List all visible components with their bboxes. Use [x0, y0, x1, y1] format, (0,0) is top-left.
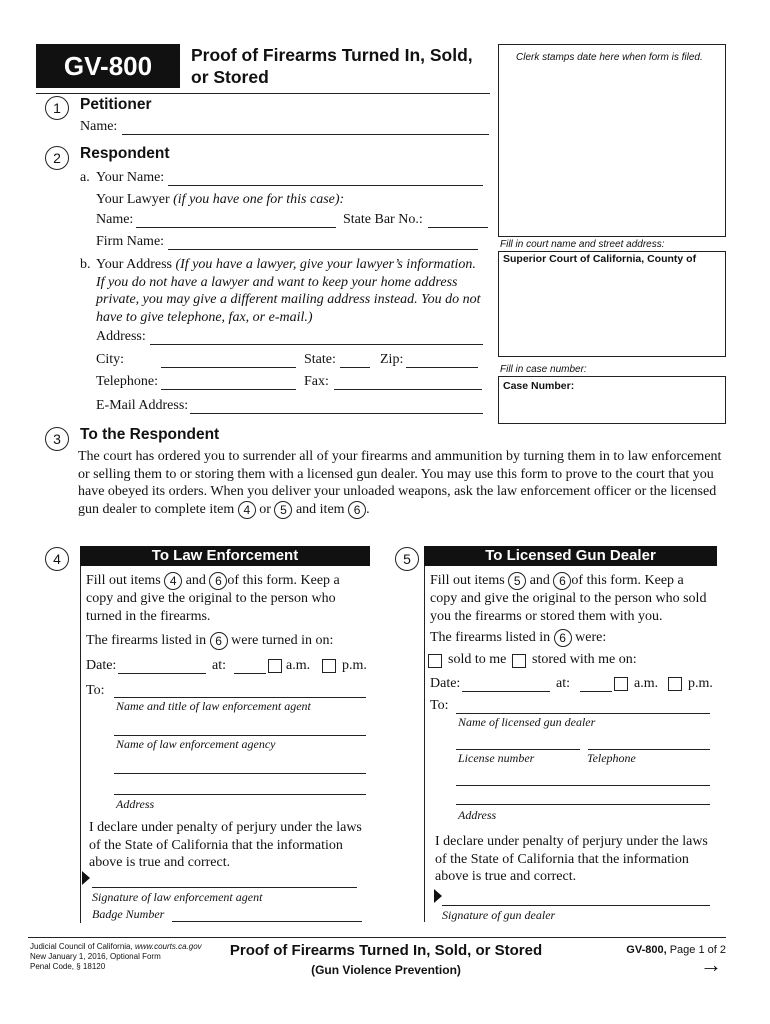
item-a-marker: a.: [80, 170, 90, 185]
section-number-5: 5: [395, 547, 419, 571]
footer-form-id: GV-800,: [626, 944, 667, 956]
law-enforcement-heading: To Law Enforcement: [80, 546, 370, 566]
state-label: State:: [304, 352, 336, 367]
fill-court-label: Fill in court name and street address:: [500, 239, 665, 250]
le-badge-field[interactable]: [172, 921, 362, 922]
gd-listed-ref-6: 6: [554, 629, 572, 647]
gd-at-label: at:: [556, 676, 570, 691]
gd-date-field[interactable]: [462, 691, 550, 692]
gd-decl-line2: of the State of California that the information: [435, 851, 689, 867]
lawyer-name-field[interactable]: [136, 227, 336, 228]
petitioner-heading: Petitioner: [80, 96, 152, 113]
petitioner-name-field[interactable]: [122, 134, 489, 135]
address-field[interactable]: [150, 344, 483, 345]
le-pm-label: p.m.: [342, 658, 367, 673]
footer-publisher-line2: New January 1, 2016, Optional Form: [30, 952, 161, 961]
gd-declaration: [435, 833, 720, 886]
gd-license-field[interactable]: [456, 749, 580, 750]
gd-listed-text: The firearms listed in 6 were:: [430, 630, 607, 646]
le-address-field-2[interactable]: [114, 794, 366, 795]
le-instr-line2: copy and give the original to the person who: [86, 591, 336, 606]
firm-name-field[interactable]: [168, 249, 478, 250]
gd-to-label: To:: [430, 698, 449, 713]
address-instructions-line2: If you do not have a lawyer and want to keep your home address: [96, 274, 458, 290]
footer-publisher-line3: Penal Code, § 18120: [30, 962, 106, 971]
gd-address-field-2[interactable]: [456, 804, 710, 805]
form-title: [191, 44, 473, 88]
item-b-marker: b.: [80, 257, 91, 272]
your-lawyer-label: [96, 192, 344, 208]
footer-subtitle: (Gun Violence Prevention): [311, 963, 461, 977]
to-respondent-line2: or selling them to or storing them with a licensed gun dealer. You may use this form to prove to the court that you: [78, 466, 714, 482]
email-field[interactable]: [190, 413, 483, 414]
clerk-stamp-note: Clerk stamps date here when form is filed.: [516, 52, 703, 63]
header-rule: [36, 93, 490, 94]
gd-pm-label: p.m.: [688, 676, 713, 691]
le-decl-line3: above is true and correct.: [89, 855, 231, 870]
le-at-label: at:: [212, 658, 226, 673]
le-signature-field[interactable]: [92, 887, 357, 888]
footer-publisher: [30, 942, 202, 972]
gd-instr-line1: Fill out items 5 and 6 of this form. Keep a: [430, 573, 684, 589]
le-badge-label: Badge Number: [92, 907, 165, 921]
gd-stored-checkbox[interactable]: [512, 654, 526, 668]
address-instructions-line1: Your Address (If you have a lawyer, give your lawyer’s information.: [96, 257, 476, 272]
gd-ref-5: 5: [508, 572, 526, 590]
le-agency-label: Name of law enforcement agency: [116, 737, 276, 751]
le-ref-6: 6: [209, 572, 227, 590]
gun-dealer-heading: To Licensed Gun Dealer: [424, 546, 717, 566]
gd-signature-label: Signature of gun dealer: [442, 908, 556, 922]
gd-date-label: Date:: [430, 676, 461, 691]
item-ref-4: 4: [238, 501, 256, 519]
le-listed-ref-6: 6: [210, 632, 228, 650]
section-number-1: 1: [45, 96, 69, 120]
le-agency-field[interactable]: [114, 735, 366, 736]
gd-decl-line3: above is true and correct.: [435, 869, 577, 884]
zip-label: Zip:: [380, 352, 404, 367]
le-signature-label: Signature of law enforcement agent: [92, 890, 263, 904]
state-bar-field[interactable]: [428, 227, 488, 228]
state-bar-label: State Bar No.:: [343, 212, 423, 227]
le-ref-4: 4: [164, 572, 182, 590]
gd-dealer-label: Name of licensed gun dealer: [458, 715, 596, 729]
telephone-label: Telephone:: [96, 374, 158, 389]
le-address-label: Address: [116, 797, 155, 811]
le-date-label: Date:: [86, 658, 117, 673]
case-number-label: Case Number:: [503, 380, 575, 392]
telephone-field[interactable]: [161, 389, 296, 390]
le-am-label: a.m.: [286, 658, 311, 673]
address-instructions: [96, 256, 492, 326]
law-enforcement-left-rule: [80, 566, 81, 923]
state-field[interactable]: [340, 367, 370, 368]
petitioner-name-label: Name:: [80, 119, 118, 134]
footer-publisher-line1: Judicial Council of California, www.courts.ca.gov: [30, 942, 202, 951]
lawyer-label-note: (if you have one for this case):: [173, 192, 345, 207]
city-label: City:: [96, 352, 125, 367]
gd-time-field[interactable]: [580, 691, 612, 692]
gd-address-field-1[interactable]: [456, 785, 710, 786]
gd-sold-checkbox[interactable]: [428, 654, 442, 668]
next-page-arrow-icon[interactable]: →: [700, 952, 722, 977]
gd-license-label: License number: [458, 751, 535, 765]
fax-field[interactable]: [334, 389, 482, 390]
gd-sold-label: sold to me: [448, 652, 507, 667]
to-respondent-text: [78, 448, 748, 519]
le-address-field-1[interactable]: [114, 773, 366, 774]
le-decl-line2: of the State of California that the information: [89, 837, 343, 853]
fill-case-label: Fill in case number:: [500, 364, 587, 375]
your-name-label: Your Name:: [96, 170, 165, 185]
le-declaration: [89, 819, 374, 872]
gd-pm-checkbox[interactable]: [668, 677, 682, 691]
zip-field[interactable]: [406, 367, 478, 368]
gd-am-checkbox[interactable]: [614, 677, 628, 691]
gd-am-label: a.m.: [634, 676, 659, 691]
email-label: E-Mail Address:: [96, 398, 189, 413]
address-instructions-line3: private, you may give a different mailing address instead. You do not: [96, 292, 481, 307]
le-listed-text: The firearms listed in 6 were turned in on:: [86, 633, 334, 649]
le-instr-line1: Fill out items 4 and 6 of this form. Keep a: [86, 573, 340, 589]
court-name-text: Superior Court of California, County of: [503, 253, 697, 265]
gd-dealer-field[interactable]: [456, 713, 710, 714]
le-decl-line1: I declare under penalty of perjury under the laws: [89, 820, 362, 835]
firm-name-label: Firm Name:: [96, 234, 165, 249]
item-ref-6: 6: [348, 501, 366, 519]
form-id-badge: GV-800: [36, 44, 180, 88]
gd-telephone-label: Telephone: [587, 751, 636, 765]
section-number-4: 4: [45, 547, 69, 571]
lawyer-name-label: Name:: [96, 212, 134, 227]
gun-dealer-left-rule: [424, 566, 425, 922]
le-pm-checkbox[interactable]: [322, 659, 336, 673]
address-instructions-line4: have to give telephone, fax, or e-mail.): [96, 309, 313, 325]
le-date-field[interactable]: [118, 673, 206, 674]
gun-dealer-instructions: [430, 572, 725, 625]
to-respondent-heading: To the Respondent: [80, 426, 220, 443]
item-ref-5: 5: [274, 501, 292, 519]
le-instr-line3: turned in the firearms.: [86, 608, 211, 624]
fax-label: Fax:: [304, 374, 329, 389]
footer-page-number: Page 1 of 2: [669, 944, 726, 956]
section-number-2: 2: [45, 146, 69, 170]
lawyer-label-text: Your Lawyer: [96, 192, 170, 207]
address-label: Address:: [96, 329, 146, 344]
le-agent-field[interactable]: [114, 697, 366, 698]
le-sign-arrow-icon: [82, 871, 90, 885]
section-number-3: 3: [45, 427, 69, 451]
gd-telephone-field[interactable]: [588, 749, 710, 750]
form-title-line2: or Stored: [191, 67, 269, 87]
gd-decl-line1: I declare under penalty of perjury under the laws: [435, 834, 708, 849]
le-agent-label: Name and title of law enforcement agent: [116, 699, 311, 713]
gd-ref-6: 6: [553, 572, 571, 590]
footer-title: Proof of Firearms Turned In, Sold, or Stored: [229, 942, 543, 959]
gd-stored-label: stored with me on:: [532, 652, 637, 667]
gd-address-label: Address: [458, 808, 497, 822]
clerk-stamp-box[interactable]: [498, 44, 726, 237]
gd-sign-arrow-icon: [434, 889, 442, 903]
law-enforcement-instructions: [86, 572, 376, 625]
court-name-box[interactable]: [498, 251, 726, 357]
le-to-label: To:: [86, 683, 105, 698]
le-time-field[interactable]: [234, 673, 266, 674]
respondent-heading: Respondent: [80, 145, 170, 162]
form-title-line1: Proof of Firearms Turned In, Sold,: [191, 45, 473, 65]
le-am-checkbox[interactable]: [268, 659, 282, 673]
footer-rule: [28, 937, 726, 938]
gd-instr-line3: you the firearms or stored them with you.: [430, 608, 663, 624]
your-name-field[interactable]: [168, 185, 483, 186]
to-respondent-line1: The court has ordered you to surrender all of your firearms and ammunition by turning them in to law enforcement: [78, 449, 722, 464]
to-respondent-line3: have obeyed its orders. When you deliver your unloaded weapons, ask the law enforcement officer or the licensed: [78, 484, 717, 499]
to-respondent-line4: gun dealer to complete item 4 or 5 and item 6 .: [78, 501, 370, 517]
gd-instr-line2: copy and give the original to the person who sold: [430, 591, 707, 606]
gd-signature-field[interactable]: [442, 905, 710, 906]
city-field[interactable]: [161, 367, 296, 368]
